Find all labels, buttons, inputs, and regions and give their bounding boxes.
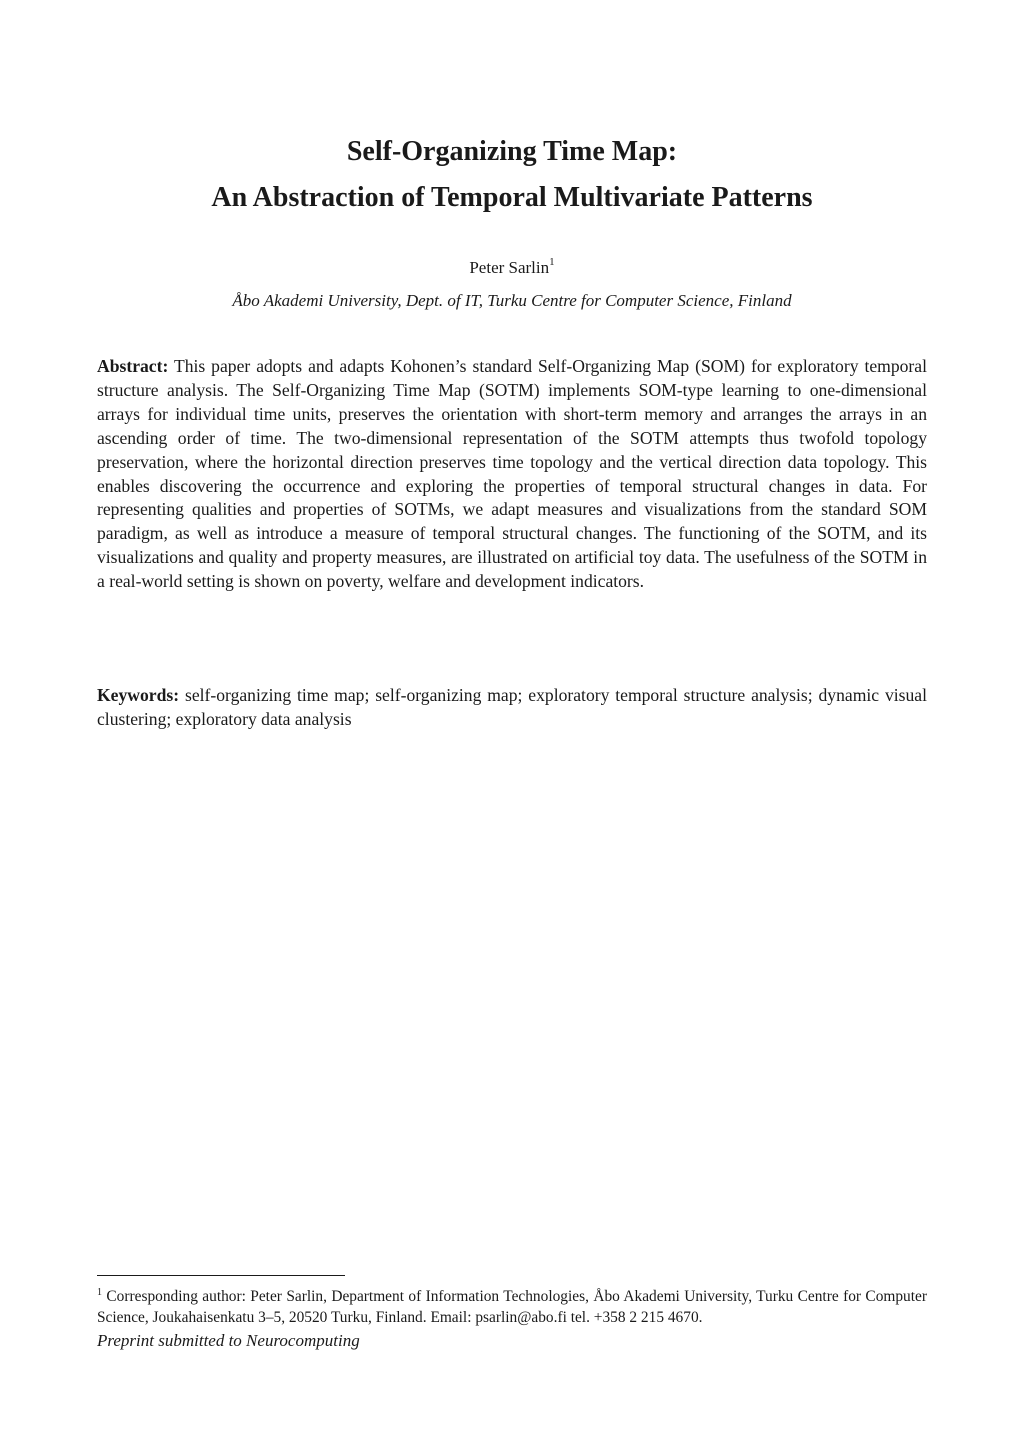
preprint-note: Preprint submitted to Neurocomputing — [97, 1331, 360, 1350]
paper-title-line-2: An Abstraction of Temporal Multivariate Patterns — [211, 182, 813, 213]
keywords-section — [97, 684, 927, 732]
paper-title-line-1: Self-Organizing Time Map: — [346, 136, 678, 167]
author-footnote-mark: 1 — [549, 256, 555, 268]
keywords-text: self-organizing time map; self-organizing map; exploratory temporal structure analysis; dynamic visual clustering; exploratory data analysis — [97, 685, 927, 729]
author-affiliation: Åbo Akademi University, Dept. of IT, Turku Centre for Computer Science, Finland — [232, 291, 792, 310]
footnote-text: Corresponding author: Peter Sarlin, Department of Information Technologies, Åbo Akademi University, Turku Centre for Computer Science, Joukahaisenkatu 3–5, 20520 Turku, Finland. Email: psarlin@abo.fi tel. +358 2 215 4670. — [97, 1288, 927, 1326]
footnote-divider — [97, 1275, 345, 1276]
footnote-mark: 1 — [97, 1287, 102, 1298]
keywords-label: Keywords: — [97, 685, 180, 705]
author-line — [0, 256, 1024, 280]
abstract-text: This paper adopts and adapts Kohonen’s standard Self-Organizing Map (SOM) for exploratory temporal structure analysis. The Self-Organizing Time Map (SOTM) implements SOM-type learning to one-dimensional arrays for individual time units, preserves the orientation with short-term memory and arranges the arrays in an ascending order of time. The two-dimensional representation of the SOTM attempts thus twofold topology preservation, where the horizontal direction preserves time topology and the vertical direction data topology. This enables discovering the occurrence and exploring the properties of temporal structural changes in data. For representing qualities and properties of SOTMs, we adapt measures and visualizations from the standard SOM paradigm, as well as introduce a measure of temporal structural changes. The functioning of the SOTM, and its visualizations and quality and property measures, are illustrated on artificial toy data. The usefulness of the SOTM in a real-world setting is shown on poverty, welfare and development indicators. — [97, 356, 927, 592]
abstract-label: Abstract: — [97, 356, 169, 376]
author-name: Peter Sarlin — [469, 258, 550, 277]
footnote — [97, 1286, 927, 1328]
abstract-section — [97, 355, 927, 594]
